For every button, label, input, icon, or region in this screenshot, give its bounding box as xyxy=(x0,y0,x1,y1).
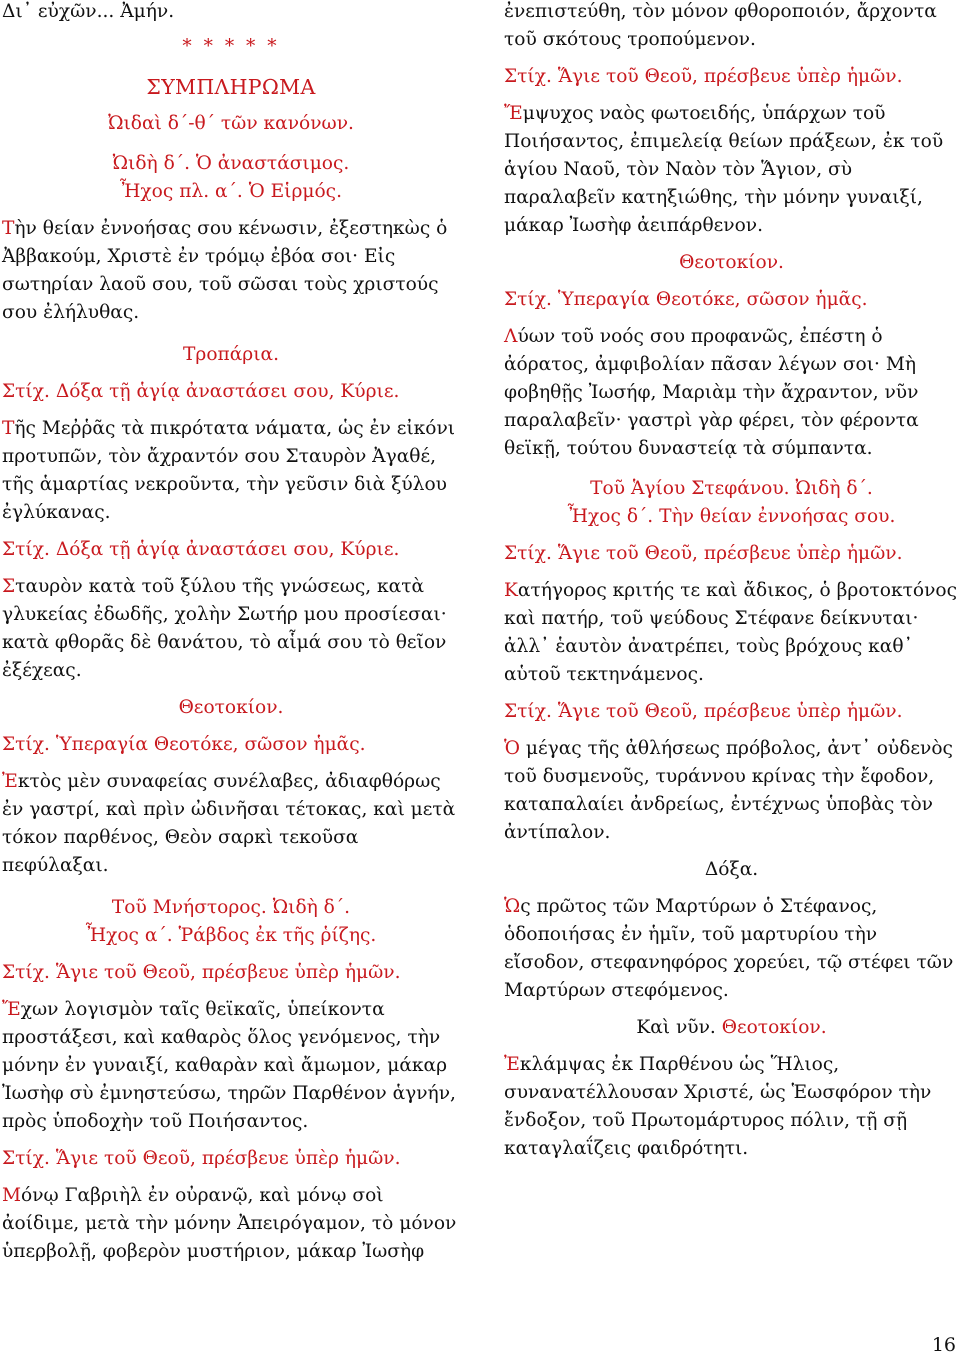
heirmos xyxy=(2,215,460,327)
troparia-heading: Τροπάρια. xyxy=(183,344,279,365)
troparion-text: όνῳ Γαβριὴλ ἐν οὐρανῷ, καὶ μόνῳ σοὶ ἀοίδιμε, μετὰ τὴν μόνην Ἀπειρόγαμον, τὸ μόνον ὑπερβολῇ, φοβερὸν μυστήριον, μάκαρ Ἰωσὴφ xyxy=(2,1185,457,1262)
stich-label: Στίχ. xyxy=(2,1148,50,1169)
kai-nyn-heading xyxy=(504,1014,959,1042)
stich-label: Στίχ. xyxy=(2,734,50,755)
mnistor-tone: Ἦχος α΄. Ῥάβδος ἐκ τῆς ῥίζης. xyxy=(85,925,377,946)
stich-label: Στίχ. xyxy=(504,701,552,722)
initial-letter: Λ xyxy=(504,326,518,347)
troparion xyxy=(504,100,959,240)
troparion-text: ύων τοῦ νοός σου προφανῶς, ἐπέστη ὁ ἀόρατος, ἀμφιβολίαν πᾶσαν λέγων σοι· Μὴ φοβηθῇς Ἰωσήφ, Μαριὰμ τὴν ἄχραντον, νῦν παραλαβεῖν· γαστρὶ γὰρ φέρει, τὸν φέροντα θεϊκῇ, τούτου δυναστείᾳ τὰ σύμπαντα. xyxy=(504,326,919,459)
verse-line xyxy=(2,378,460,406)
stich-text: Δόξα τῇ ἁγίᾳ ἀναστάσει σου, Κύριε. xyxy=(49,381,400,402)
troparion xyxy=(2,1182,460,1266)
stich-label: Στίχ. xyxy=(504,289,552,310)
stich-label: Στίχ. xyxy=(504,66,552,87)
stich-text: Ἅγιε τοῦ Θεοῦ, πρέσβευε ὑπὲρ ἡμῶν. xyxy=(49,1148,401,1169)
stich-text: Δόξα τῇ ἁγίᾳ ἀναστάσει σου, Κύριε. xyxy=(49,539,400,560)
separator-stars: * * * * * xyxy=(182,36,280,57)
initial-letter: Ἐ xyxy=(2,771,18,792)
stich-label: Στίχ. xyxy=(2,539,50,560)
initial-letter: Ὡ xyxy=(504,896,521,917)
troparion xyxy=(504,323,959,463)
ode-heading: Ὠιδὴ δ΄. Ὁ ἀναστάσιμος. xyxy=(112,153,350,174)
verse-line xyxy=(504,540,959,568)
initial-letter: Κ xyxy=(504,580,518,601)
troparion xyxy=(504,577,959,689)
troparion-text: ατήγορος κριτής τε καὶ ἄδικος, ὁ βροτοκτόνος καὶ πατήρ, τοῦ ψεύδους Στέφανε δείκνυται· ἀλλ᾽ ἑαυτὸν ἀνατρέπει, τοὺς βρόχους καθ᾽ αὑτοῦ τεκτηνάμενος. xyxy=(504,580,958,685)
verse-line xyxy=(504,286,959,314)
initial-letter: Τ xyxy=(2,418,15,439)
verse-line xyxy=(2,1145,460,1173)
troparion-text: ταυρὸν κατὰ τοῦ ξύλου τῆς γνώσεως, κατὰ γλυκείας ἐδωδῆς, χολὴν Σωτήρ μου προσίεσαι· κατὰ φθορᾶς δὲ θανάτου, τὸ αἷμά σου τὸ θεῖον ἐξέχεας. xyxy=(2,576,447,681)
stich-text: Ἅγιε τοῦ Θεοῦ, πρέσβευε ὑπὲρ ἡμῶν. xyxy=(551,701,903,722)
initial-letter: Ἔ xyxy=(2,999,21,1020)
initial-letter: Τ xyxy=(2,218,15,239)
verse-line xyxy=(2,731,460,759)
tone-heading: Ἦχος πλ. α΄. Ὁ Εἱρμός. xyxy=(120,181,342,202)
theotokion-heading: Θεοτοκίον. xyxy=(178,697,284,718)
mnistor-heading: Τοῦ Μνήστορος. Ὠιδὴ δ΄. xyxy=(111,897,351,918)
troparion-text: μέγας τῆς ἀθλήσεως πρόβολος, ἀντ᾽ οὐδενὸς τοῦ δυσμενοῦς, τυράννου κρίνας τὴν ἔφοδον, καταπαλαίει ἀνδρείως, ἐντέχνως ὑποβὰς τὸν ἀντίπαλον. xyxy=(504,738,953,843)
verse-line xyxy=(504,63,959,91)
theotokion-heading: Θεοτοκίον. xyxy=(679,252,784,273)
page-number: 16 xyxy=(931,1334,956,1356)
troparion xyxy=(2,573,460,685)
right-column xyxy=(504,0,959,1172)
troparion xyxy=(2,996,460,1136)
stich-text: Ὑπεραγία Θεοτόκε, σῶσον ἡμᾶς. xyxy=(551,289,868,310)
troparion-text: ῆς Μεῤῥᾶς τὰ πικρότατα νάματα, ὡς ἐν εἰκόνι προτυπῶν, τὸν ἄχραντόν σου Σταυρὸν Ἀγαθέ, τῆς ἁμαρτίας νεκροῦντα, τὴν γεῦσιν διὰ ξύλου ἐγλύκανας. xyxy=(2,418,456,523)
kai-nyn-label: Καὶ νῦν. xyxy=(636,1017,716,1038)
initial-letter: Ὁ xyxy=(504,738,520,759)
continued-text: ἐνεπιστεύθη, τὸν μόνον φθοροποιόν, ἄρχοντα τοῦ σκότους τροπούμενον. xyxy=(504,1,937,50)
stich-label: Στίχ. xyxy=(504,543,552,564)
stich-text: Ἅγιε τοῦ Θεοῦ, πρέσβευε ὑπὲρ ἡμῶν. xyxy=(49,962,401,983)
verse-line xyxy=(2,536,460,564)
initial-letter: Μ xyxy=(2,1185,22,1206)
closing-line: Δι᾽ εὐχῶν... Ἀμήν. xyxy=(2,1,175,22)
section-title: ΣΥΜΠΛΗΡΩΜΑ xyxy=(146,75,316,99)
verse-line xyxy=(2,959,460,987)
troparion xyxy=(504,1051,959,1163)
odes-heading: Ὠιδαὶ δ΄-θ΄ τῶν κανόνων. xyxy=(108,113,354,134)
initial-letter: Ἐ xyxy=(504,1054,520,1075)
troparion-text: κλάμψας ἐκ Παρθένου ὡς Ἥλιος, συνανατέλλουσαν Χριστέ, ὡς Ἑωσφόρον τὴν ἔνδοξον, τοῦ Πρωτομάρτυρος πόλιν, τῇ σῇ καταγλαΐζεις φαιδρότητι. xyxy=(504,1054,932,1159)
initial-letter: Ἔ xyxy=(504,103,523,124)
doxa-heading: Δόξα. xyxy=(704,859,759,880)
stich-text: Ἅγιε τοῦ Θεοῦ, πρέσβευε ὑπὲρ ἡμῶν. xyxy=(551,66,903,87)
troparion-text: χων λογισμὸν ταῖς θεϊκαῖς, ὑπείκοντα προστάξεσι, καὶ καθαρὸς ὅλος γενόμενος, τὴν μόνην ἐν γυναιξί, καθαρὰν καὶ ἄμωμον, μάκαρ Ἰωσὴφ σὺ ἐμνηστεύσω, τηρῶν Παρθένον ἁγνήν, πρὸς ὑποδοχὴν τοῦ Ποιήσαντος. xyxy=(2,999,456,1132)
stephen-tone: Ἦχος δ΄. Τὴν θείαν ἐννοήσας σου. xyxy=(567,506,896,527)
left-column xyxy=(2,0,460,1275)
troparion xyxy=(2,768,460,880)
troparion xyxy=(2,415,460,527)
stich-text: Ἅγιε τοῦ Θεοῦ, πρέσβευε ὑπὲρ ἡμῶν. xyxy=(551,543,903,564)
stich-label: Στίχ. xyxy=(2,962,50,983)
troparion xyxy=(504,893,959,1005)
heirmos-text: ὴν θείαν ἐννοήσας σου κένωσιν, ἐξεστηκὼς ὁ Ἀββακούμ, Χριστὲ ἐν τρόμῳ ἐβόα σοι· Εἰς σωτηρίαν λαοῦ σου, τοῦ σῶσαι τοὺς χριστούς σου ἐλήλυθας. xyxy=(2,218,448,323)
stich-text: Ὑπεραγία Θεοτόκε, σῶσον ἡμᾶς. xyxy=(49,734,366,755)
stephen-heading: Τοῦ Ἁγίου Στεφάνου. Ὠιδὴ δ΄. xyxy=(590,478,873,499)
stich-label: Στίχ. xyxy=(2,381,50,402)
troparion-text: κτὸς μὲν συναφείας συνέλαβες, ἀδιαφθόρως ἐν γαστρί, καὶ πρὶν ὠδινῆσαι τέτοκας, καὶ μετὰ τόκον παρθένος, Θεὸν σαρκὶ τεκοῦσα πεφύλαξαι. xyxy=(2,771,456,876)
troparion xyxy=(504,735,959,847)
theotokion-label: Θεοτοκίον. xyxy=(715,1017,827,1038)
verse-line xyxy=(504,698,959,726)
initial-letter: Σ xyxy=(2,576,16,597)
troparion-text: μψυχος ναὸς φωτοειδής, ὑπάρχων τοῦ Ποιήσαντος, ἐπιμελείᾳ θείων πράξεων, ἐκ τοῦ ἁγίου Ναοῦ, τὸν Ναὸν τὸν Ἅγιον, σὺ παραλαβεῖν κατηξιώθης, τὴν μόνην γυναιξί, μάκαρ Ἰωσὴφ ἀειπάρθενον. xyxy=(504,103,944,236)
troparion-text: ς πρῶτος τῶν Μαρτύρων ὁ Στέφανος, ὁδοποιήσας ἐν ἡμῖν, τοῦ μαρτυρίου τὴν εἴσοδον, στεφανηφόρος χορεύει, τῷ στέφει τῶν Μαρτύρων στεφόμενος. xyxy=(504,896,954,1001)
